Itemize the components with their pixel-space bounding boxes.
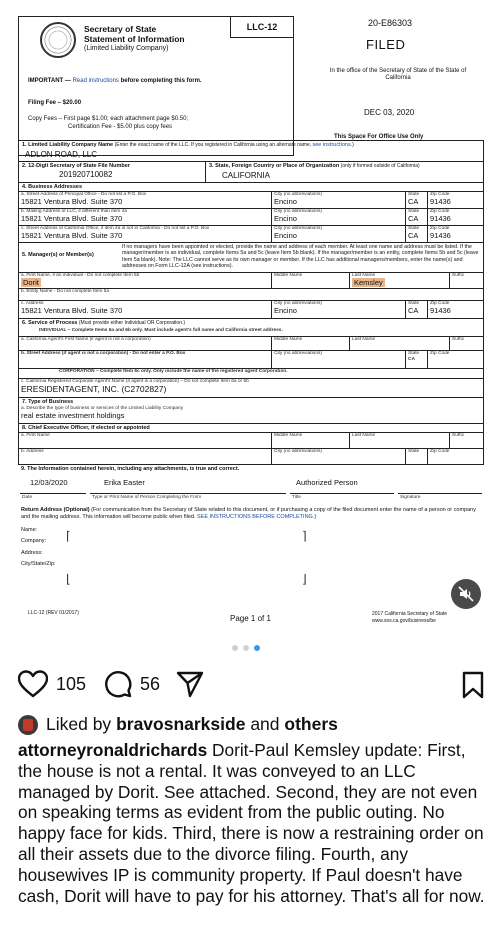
bookmark-icon xyxy=(462,671,484,699)
section-7 xyxy=(18,398,484,424)
bracket-bottom-left: ⌊ xyxy=(66,571,71,586)
action-bar xyxy=(18,670,484,700)
agent-corp-name: ERESIDENTAGENT, INC. (C2702827) xyxy=(21,383,167,394)
section-8a xyxy=(18,433,484,449)
section-8b-zip xyxy=(427,449,483,464)
state-hint: State xyxy=(408,226,420,231)
return-address-note xyxy=(18,505,484,523)
section-7-hint: a. Describe the type of business or services of the Limited Liability Company xyxy=(21,406,184,412)
section-8-label: 8. Chief Executive Officer, if elected or appointed xyxy=(22,425,150,431)
section-8b-city xyxy=(271,449,405,464)
section-5c-street xyxy=(19,301,271,315)
section-5b-hint: b. Entity Name - Do not complete Item 5a xyxy=(21,289,109,294)
address-state: CA xyxy=(408,196,419,206)
footer-credit-line-2: www.sos.ca.gov/business/be xyxy=(372,617,436,624)
section-8b-hint: b. Address xyxy=(21,449,44,454)
section-5a-middle xyxy=(271,273,349,288)
section-6b-zip xyxy=(427,351,483,368)
section-6-header xyxy=(18,319,484,337)
address-zip: 91436 xyxy=(430,196,451,206)
important-rest: before completing this form. xyxy=(118,78,202,84)
caption-text: Dorit-Paul Kemsley update: First, the house is not a rental. It was conveyed to an LLC managed by Dorit. See attached. Second, they are not even on speaking terms as evident from the public outing. No happy face for kids. Third, there is now a restraining order on all their assets due to the divorce filing. Fourth, any housewives IP is community property. If Paul doesn't have cash, Dorit will have to pay for his attorney. That's all for now. xyxy=(18,740,485,906)
address-city-cell xyxy=(271,226,405,242)
section-3 xyxy=(205,162,483,182)
return-link: SEE INSTRUCTIONS BEFORE COMPLETING. xyxy=(197,513,315,520)
section-6a xyxy=(18,337,484,351)
carousel-dot xyxy=(254,645,260,651)
state-of-organization-value: CALIFORNIA xyxy=(222,170,271,180)
read-instructions-link: Read instructions xyxy=(72,78,119,84)
business-address-row xyxy=(18,226,484,243)
file-number-value: 201920710082 xyxy=(59,170,113,180)
name-hint: Type or Print Name of Person Completing the Form xyxy=(90,493,286,501)
like-count: 105 xyxy=(56,673,87,694)
important-note xyxy=(28,78,202,85)
address-city: Encino xyxy=(274,213,297,223)
address-rows xyxy=(18,192,484,243)
member-street: 15821 Ventura Blvd. Suite 370 xyxy=(21,305,123,315)
mute-button[interactable] xyxy=(451,579,481,609)
speaker-muted-icon xyxy=(458,586,474,602)
section-4-header xyxy=(18,183,484,192)
section-5-label: 5. Manager(s) or Member(s) xyxy=(22,252,94,258)
section-5a-first xyxy=(19,273,271,287)
state-hint: State xyxy=(408,192,420,197)
section-6c-hint: c. California Registered Corporate Agent's Name (if agent is a corporation) – Do not complete Item 6a or 6b xyxy=(21,379,249,384)
section-5c-zip xyxy=(427,301,483,318)
suffix-hint-8: Suffix xyxy=(452,433,464,438)
section-5-header xyxy=(18,243,484,273)
section-5c xyxy=(18,301,484,319)
member-state: CA xyxy=(408,305,419,315)
business-address-row xyxy=(18,209,484,226)
return-company: Company: xyxy=(21,538,47,545)
suffix-hint-6: Suffix xyxy=(452,337,464,342)
address-street-cell xyxy=(19,192,271,206)
post-caption xyxy=(18,740,486,906)
carousel-dot xyxy=(243,645,249,651)
form-body xyxy=(18,140,484,586)
signer-name: Erika Easter xyxy=(104,478,145,487)
section-6b-city xyxy=(271,351,405,368)
header-title xyxy=(84,24,185,44)
section-6-individual: INDIVIDUAL – Complete Items 6a and 6b only. Must include agent's full name and California street address. xyxy=(39,327,283,333)
address-hint: c. Street Address of California Office, if item 4a is not in California - Do not list a P.O. Box xyxy=(21,226,210,231)
section-6-corp xyxy=(18,369,484,378)
section-6-label: 6. Service of Process (Must provide either Individual OR Corporation.) xyxy=(22,320,186,326)
address-city-cell xyxy=(271,209,405,225)
zip-hint: Zip Code xyxy=(430,226,450,231)
office-text: In the office of the Secretary of State of the State of California xyxy=(329,68,467,81)
section-6-corp-text: CORPORATION – Complete Item 6c only. Only include the name of the registered agent Corporation. xyxy=(59,369,288,374)
middle-hint: Middle Name xyxy=(274,273,303,278)
section-5a-last xyxy=(349,273,449,288)
important-label: IMPORTANT — xyxy=(28,78,73,84)
address-state: CA xyxy=(408,230,419,240)
address-street-cell xyxy=(19,226,271,240)
like-group xyxy=(18,670,86,698)
address-state-cell xyxy=(405,209,427,225)
last-hint: Last Name xyxy=(352,273,376,278)
state-seal-icon xyxy=(40,22,76,58)
signature-date: 12/03/2020 xyxy=(30,478,68,487)
return-label: Return Address (Optional) xyxy=(21,507,90,513)
section-1 xyxy=(18,140,484,162)
address-street: 15821 Ventura Blvd. Suite 370 xyxy=(21,196,123,206)
section-8a-last xyxy=(349,433,449,448)
address-zip: 91436 xyxy=(430,213,451,223)
section-1-label: 1. Limited Liability Company Name (Enter the exact name of the LLC. If you registered in California using an alternate name, see instructions.) xyxy=(22,142,354,148)
comment-icon[interactable] xyxy=(104,670,132,698)
section-6b-state xyxy=(405,351,427,368)
section-5b xyxy=(18,289,484,301)
section-5c-state xyxy=(405,301,427,318)
avatar[interactable] xyxy=(18,715,38,735)
address-zip-cell xyxy=(427,209,483,225)
filed-stamp: FILED xyxy=(366,37,406,52)
date-hint: Date xyxy=(20,493,86,501)
suffix-hint: Suffix xyxy=(452,273,464,278)
section-6b-hint: b. Street Address (if agent is not a corporation) - Do not enter a P.O. Box xyxy=(21,351,186,356)
caption-username[interactable]: attorneyronaldrichards xyxy=(18,740,208,760)
address-city-cell xyxy=(271,192,405,208)
section-2-label: 2. 12-Digit Secretary of State File Number xyxy=(22,163,130,169)
city-hint-8: City (no abbreviations) xyxy=(274,449,322,454)
section-2 xyxy=(19,162,205,182)
footer-credit-line-1: 2017 California Secretary of State xyxy=(372,611,448,617)
section-6a-middle xyxy=(271,337,349,350)
header-subtitle: (Limited Liability Company) xyxy=(84,45,169,52)
section-4-label: 4. Business Addresses xyxy=(22,184,83,190)
section-6a-hint: a. California Agent's First Name (if agent is not a corporation) xyxy=(21,337,151,342)
state-hint-6: State xyxy=(408,351,420,356)
section-8-header xyxy=(18,424,484,433)
section-8a-middle xyxy=(271,433,349,448)
carousel-dot xyxy=(232,645,238,651)
agent-state: CA xyxy=(408,356,415,362)
middle-hint-8: Middle Name xyxy=(274,433,303,438)
member-first-name: Dorit xyxy=(23,277,39,287)
header-title-line-1: Secretary of State xyxy=(84,24,157,34)
section-7-label: 7. Type of Business xyxy=(22,399,74,405)
section-5-instructions: If no managers have been appointed or elected, provide the name and address of each member. At least one name and address must be listed. If the manager/member is an individual, complete Items 5a and 5c (leave Item 5b blank). If the manager/member is an entity, complete Items 5b and 5c (leave Item 5a blank). Note: The LLC cannot serve as its own manager or member. If the LLC has additional managers/members, enter the name(s) and addresses on Form LLC-12A (see instructions). xyxy=(122,244,479,270)
section-6a-last xyxy=(349,337,449,350)
section-8a-hint: a. First Name xyxy=(21,433,50,438)
office-use-note: This Space For Office Use Only xyxy=(334,134,424,140)
address-zip-cell xyxy=(427,192,483,208)
liked-by-prefix: Liked by xyxy=(46,714,112,734)
state-hint: State xyxy=(408,301,420,306)
section-6c xyxy=(18,378,484,398)
section-6a-suffix xyxy=(449,337,483,350)
file-number: 20-E86303 xyxy=(368,18,413,28)
liked-by-others[interactable]: others xyxy=(284,714,338,734)
section-5a-hint: a. First Name, if an individual - Do not complete Item 5b xyxy=(21,273,140,278)
section-5c-city xyxy=(271,301,405,318)
liked-by-user[interactable]: bravosnarkside xyxy=(116,714,246,734)
zip-hint: Zip Code xyxy=(430,301,450,306)
liked-by-and: and xyxy=(250,714,280,734)
return-name: Name: xyxy=(21,526,38,533)
return-city: City/State/Zip: xyxy=(21,561,56,568)
form-code: LLC-12 xyxy=(230,16,294,38)
filed-date: DEC 03, 2020 xyxy=(364,108,415,117)
form-revision: LLC-12 (REV 01/2017) xyxy=(28,610,79,616)
business-type-value: real estate investment holdings xyxy=(21,410,125,420)
city-hint: City (no abbreviations) xyxy=(274,209,322,214)
section-5a xyxy=(18,273,484,289)
signer-title: Authorized Person xyxy=(296,478,358,487)
filing-fee: Filing Fee – $20.00 xyxy=(28,100,82,106)
signature-row xyxy=(18,475,484,505)
copy-fees-line-2: Certification Fee - $5.00 plus copy fees xyxy=(68,123,173,130)
middle-hint-6: Middle Name xyxy=(274,337,303,342)
comment-group xyxy=(104,670,160,698)
state-hint: State xyxy=(408,209,420,214)
section-6b xyxy=(18,351,484,369)
liked-by xyxy=(18,714,338,735)
section-8b-state xyxy=(405,449,427,464)
header-title-line-2: Statement of Information xyxy=(84,34,185,45)
zip-hint: Zip Code xyxy=(430,209,450,214)
section-9-label: 9. The Information contained herein, including any attachments, is true and correct. xyxy=(21,466,240,472)
address-zip: 91436 xyxy=(430,230,451,240)
city-hint: City (no abbreviations) xyxy=(274,192,322,197)
section-3-label: 3. State, Foreign Country or Place of Organization (only if formed outside of California) xyxy=(209,163,420,169)
title-hint: Title xyxy=(290,493,394,501)
state-hint-8: State xyxy=(408,449,420,454)
city-hint: City (no abbreviations) xyxy=(274,301,322,306)
carousel-indicator xyxy=(232,645,260,651)
address-zip-cell xyxy=(427,226,483,242)
section-8a-suffix xyxy=(449,433,483,448)
member-last-name: Kemsley xyxy=(354,277,383,287)
zip-hint-6: Zip Code xyxy=(430,351,450,356)
section-5c-hint: c. Address xyxy=(21,301,44,306)
share-group xyxy=(176,670,204,698)
page-number: Page 1 of 1 xyxy=(230,614,271,623)
bracket-top-left: ⌈ xyxy=(66,528,71,543)
address-state-cell xyxy=(405,192,427,208)
bookmark-button[interactable] xyxy=(462,671,484,704)
last-hint-6: Last Name xyxy=(352,337,376,342)
return-address: Address: xyxy=(21,549,43,556)
address-state: CA xyxy=(408,213,419,223)
comment-count: 56 xyxy=(140,673,161,694)
return-address-block xyxy=(18,523,484,586)
share-icon[interactable] xyxy=(176,670,204,698)
bracket-bottom-right: ⌋ xyxy=(302,571,307,586)
zip-hint-8: Zip Code xyxy=(430,449,450,454)
return-close: ) xyxy=(314,513,317,520)
business-address-row xyxy=(18,192,484,209)
address-city: Encino xyxy=(274,196,297,206)
zip-hint: Zip Code xyxy=(430,192,450,197)
copy-fees-line-1: Copy Fees – First page $1.00; each attachment page $0.50; xyxy=(28,116,189,122)
section-2-3 xyxy=(18,162,484,183)
member-city: Encino xyxy=(274,305,297,315)
post-image-document[interactable] xyxy=(18,8,484,634)
signature-hint: Signature xyxy=(398,493,482,501)
section-9-header xyxy=(18,465,484,475)
bracket-top-right: ⌉ xyxy=(302,528,307,543)
address-street: 15821 Ventura Blvd. Suite 370 xyxy=(21,213,123,223)
city-hint: City (no abbreviations) xyxy=(274,226,322,231)
last-hint-8: Last Name xyxy=(352,433,376,438)
footer-credit xyxy=(372,611,447,624)
address-street: 15821 Ventura Blvd. Suite 370 xyxy=(21,230,123,240)
section-5a-suffix xyxy=(449,273,483,288)
address-city: Encino xyxy=(274,230,297,240)
section-8b xyxy=(18,449,484,465)
return-text: (For communication from the Secretary of State related to this document, or if purchasing a copy of the filed document enter the name of a person or company and the mailing address. This information will become public when filed. xyxy=(21,507,476,520)
address-street-cell xyxy=(19,209,271,223)
city-hint-6: City (no abbreviations) xyxy=(274,351,322,356)
heart-icon[interactable] xyxy=(18,670,48,698)
address-state-cell xyxy=(405,226,427,242)
copy-fees xyxy=(28,116,188,132)
member-zip: 91436 xyxy=(430,305,451,315)
address-hint: b. Mailing Address of LLC, if different than item 4a xyxy=(21,209,128,214)
llc-name-value: ADLON ROAD, LLC xyxy=(25,149,98,159)
address-hint: a. Street Address of Principal Office - Do not list a P.O. Box xyxy=(21,192,147,197)
